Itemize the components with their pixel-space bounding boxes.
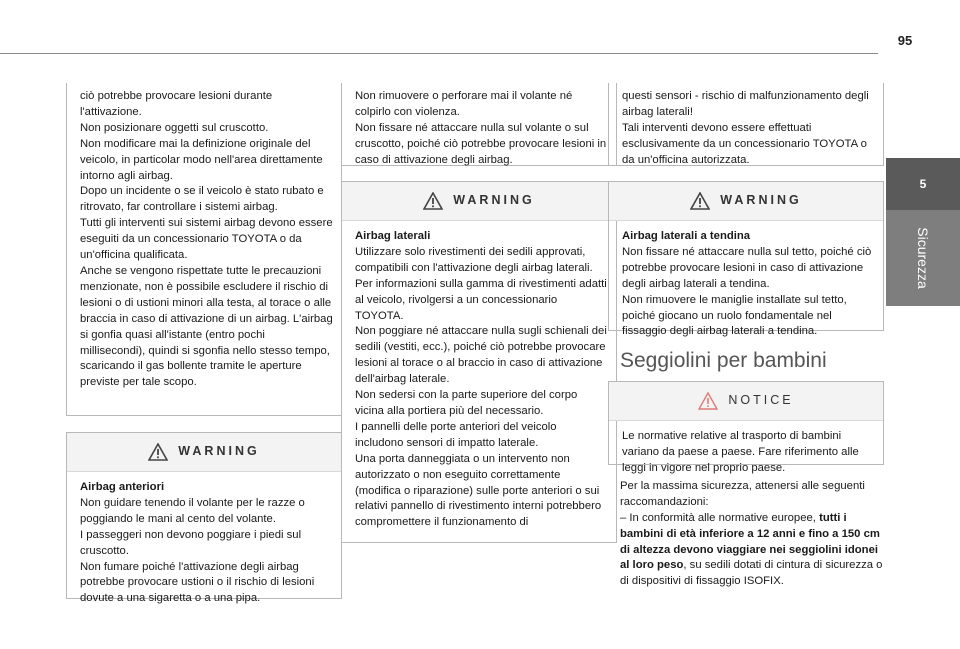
warning-triangle-icon <box>148 443 168 461</box>
warning-heading: Airbag anteriori <box>80 481 165 493</box>
bullet-bold: tutti i bambini di età inferiore a 12 anni e fino a 150 cm di altezza devono viaggiare nei seggiolini idonei al loro peso <box>620 511 880 572</box>
section <box>608 349 884 372</box>
warning-header <box>609 182 883 221</box>
warning-box <box>608 181 884 338</box>
column-1 <box>66 83 342 605</box>
header-rule <box>0 53 878 54</box>
text-block <box>608 83 884 166</box>
text-block <box>608 479 884 590</box>
body-text: Per la massima sicurezza, attenersi alle seguenti raccomandazioni: <box>620 479 865 508</box>
warning-text: Non guidare tenendo il volante per le razze o poggiando le mani al cento del volante. I passeggeri non devono poggiare i piedi sul cruscotto. Non fumare poiché l'attivazione degli airbag potrebbe provocare ustioni o il rischio di lesioni dovute a una sigaretta o a una pipa. <box>80 496 315 605</box>
notice-box <box>608 381 884 474</box>
bullet-prefix: – In conformità alle normative europee, <box>620 511 820 524</box>
chapter-tab[interactable]: 5 <box>886 158 960 210</box>
body-text: Non rimuovere o perforare mai il volante né colpirlo con violenza. Non fissare né attaccare nulla sul volante o sul cruscotto, poiché ciò potrebbe provocare lesioni in caso di attivazione degli airbag. <box>355 90 607 166</box>
warning-label: WARNING <box>453 193 535 208</box>
warning-triangle-icon <box>690 192 710 210</box>
column-3 <box>608 83 884 590</box>
page-number: 95 <box>897 33 913 48</box>
body-text: questi sensori - rischio di malfunzionamento degli airbag laterali! Tali interventi devono essere effettuati esclusivamente da un concessionario TOYOTA o da un'officina autorizzata. <box>622 90 869 166</box>
warning-header <box>67 433 341 472</box>
bullet-suffix: , su sedili dotati di cintura di sicurezza o di dispositivi di fissaggio ISOFIX. <box>620 559 883 588</box>
warning-text: Non fissare né attaccare nulla sul tetto, poiché ciò potrebbe provocare lesioni in caso di attivazione degli airbag laterali a tendina. Non rimuovere le maniglie installate sul tetto, poiché giocano un ruolo fondamentale nel fissaggio degli airbag laterali a tendina. <box>622 245 872 338</box>
notice-triangle-icon <box>698 392 718 410</box>
section-title: Seggiolini per bambini <box>620 349 827 372</box>
chapter-title: Sicurezza <box>915 227 931 289</box>
warning-heading: Airbag laterali a tendina <box>622 230 751 242</box>
body-text: ciò potrebbe provocare lesioni durante l'attivazione. Non posizionare oggetti sul cruscotto. Non modificare mai la definizione originale del veicolo, in particolar modo nell'area direttamente intorno agli airbag. Dopo un incidente o se il veicolo è stato rubato e ritrovato, far controllare i sistemi airbag. Tutti gli interventi sui sistemi airbag devono essere eseguiti da un concessionario TOYOTA o da un'officina qualificata. Anche se vengono rispettate tutte le precauzioni menzionate, non è possibile escludere il rischio di lesioni o di ustioni minori alla testa, al torace o alle braccia in caso di attivazione di un airbag. L'airbag si gonfia quasi all'istante (entro pochi millisecondi), quindi si sgonfia nello stesso tempo, scaricando il gas bollente tramite le aperture previste per tale scopo. <box>80 90 333 389</box>
warning-header <box>342 182 616 221</box>
text-block <box>66 83 342 416</box>
warning-box <box>341 181 617 543</box>
warning-label: WARNING <box>178 444 260 459</box>
notice-header <box>609 382 883 421</box>
warning-triangle-icon <box>423 192 443 210</box>
warning-text: Utilizzare solo rivestimenti dei sedili approvati, compatibili con l'attivazione degli airbag laterali. Per informazioni sulla gamma di rivestimenti adatti al veicolo, rivolgersi a un concessionario TOYOTA. Non poggiare né attaccare nulla sugli schienali dei sedili (vestiti, ecc.), poiché ciò potrebbe provocare lesioni al torace o al braccio in caso di attivazione dell'airbag laterale. Non sedersi con la parte superiore del corpo vicina alla portiera più del necessario. I pannelli delle porte anteriori del veicolo includono sensori di impatto laterale. Una porta danneggiata o un intervento non autorizzato o non eseguito correttamente (modifica o riparazione) sulle porte anteriori o sui relativi pannello di rivestimento interni potrebbero compromettere il funzionamento di <box>355 245 607 529</box>
warning-label: WARNING <box>720 193 802 208</box>
warning-heading: Airbag laterali <box>355 230 431 242</box>
warning-box <box>66 432 342 605</box>
notice-label: NOTICE <box>728 392 794 407</box>
column-2 <box>341 83 617 543</box>
notice-text: Le normative relative al trasporto di bambini variano da paese a paese. Fare riferimento alle leggi in vigore nel proprio paese. <box>622 429 859 474</box>
text-block <box>341 83 617 166</box>
bullet-item <box>620 511 884 591</box>
chapter-title-tab[interactable] <box>886 210 960 306</box>
